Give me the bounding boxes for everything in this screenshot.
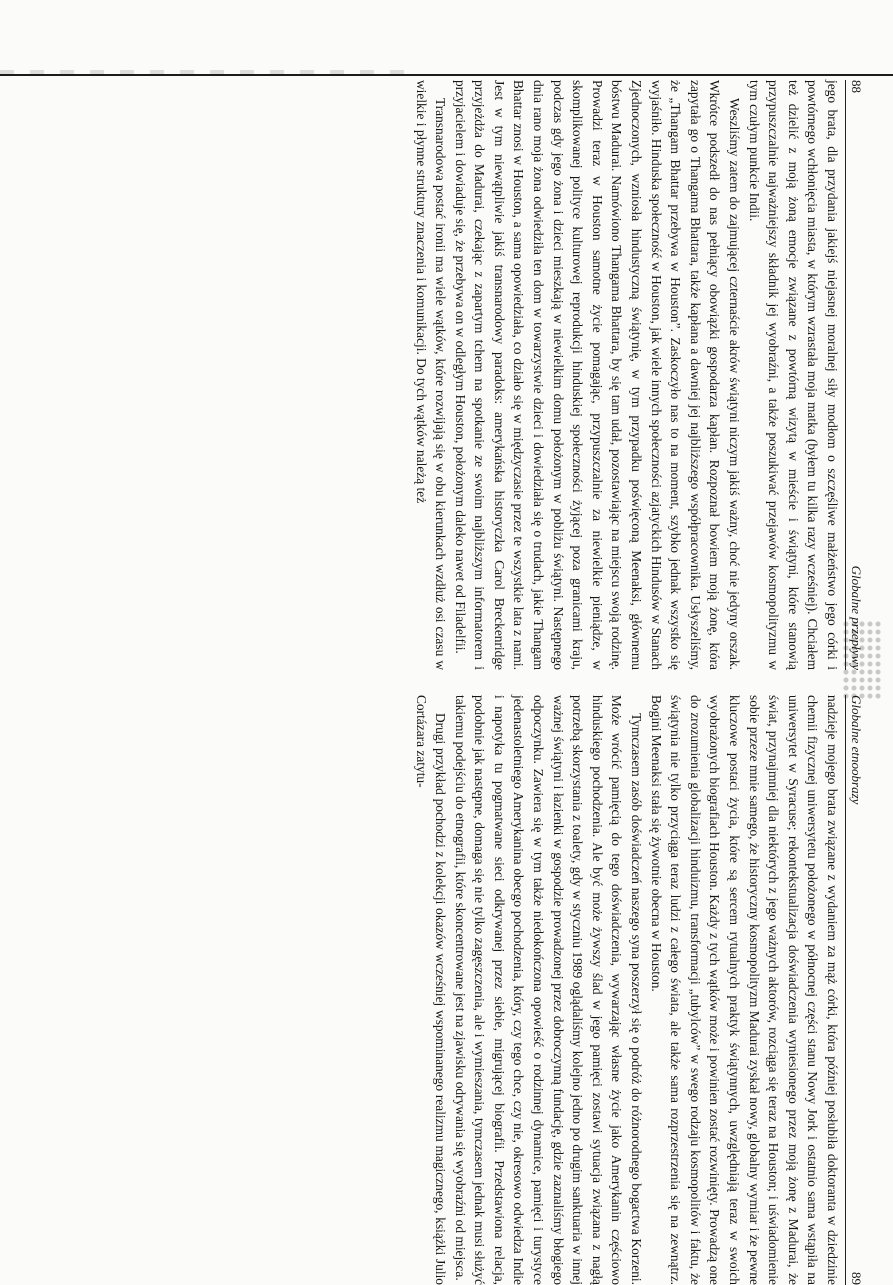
paragraph: Tymczasem zasób doświadczeń naszego syna poszerzył się o podróż do różnorodnego bogactwa Korzeni. Może wrócić pamięcią do tego doświadczenia, wywarzając własne życie jako Amerykanin częściowo hinduskiego pochodzenia. Ale być może żywszy ślad w jego pamięci zostawi sytuacja związana z nagłą potrzebą skorzystania z toalety, gdy w styczniu 1989 oglądaliśmy kolejno jedno po drugim sanktuaria w innej ważnej świątyni i łazienki w gospodzie prowadzonej przez dobroczynną fundację, gdzie zaznaliśmy błogiego odpoczynku. Zawiera się w tym także niedokończona opowieść o rodzinnej dynamice, pamięci i turystyce jedenastoletniego Amerykanina obecgo pochodzenia, który, czy tego chce, czy nie, okresowo odwiedza Indie i napotyka tu pogmatwane sieci odkrywanej przez siebie, migrującej biografii. Przedstawiona relacja, podobnie jak następne, domaga się nie tylko zagęszczenia, ale i wymieszania, tymczasem jednak musi służyć takiemu podejściu do etnografii, które skoncentrowane jest na zjawisku odrywania się wyobraźni od miejsca. <box>452 695 645 1285</box>
right-page <box>411 695 866 1285</box>
page-number: 88 <box>849 80 864 93</box>
paragraph: Drugi przykład pochodzi z kolekcji okazów wcześniej wspominanego realizmu magicznego, książki Julio Cortázara zatytu- <box>413 695 449 1285</box>
running-title: Globalne przepływy <box>849 565 864 670</box>
paragraph: Weszliśmy zatem do zajmującej czternaście akrów świątyni niczym jakiś ważny, choć nie jedyny orszak. Wkrótce podszedł do nas pełniący obowiązki gospodarza kapłan. Rozpoznał bowiem moją żonę, która zapytała go o Thangama Bhattara, także kapłana a dawniej jej najbliższego współpracownika. Usłyszeliśmy, że „Thangam Bhattar przebywa w Houston”. Zaskoczyło nas to na moment, szybko jednak wszystko się wyjaśniło. Hinduska społeczność w Houston, jak wiele innych społeczności azjatyckich Hindusów w Stanach Zjednoczonych, wzniosła hindustyczną świątynię, w tym przypadku poświęconą Meenaksi, głównemu bóstwu Madurai. Namówiono Thangama Bhattara, by się tam udał, pozostawiając na miejscu swoją rodzinę. Prowadzi teraz w Houston samotne życie pomagając, przypuszczalnie za niewielkie pieniądze, w skomplikowanej polityce kulturowej reprodukcji hinduskiej społeczności żyjącej poza granicami kraju, podczas gdy jego żona i dzieci mieszkają w niewielkim domu położonym w pobliżu świątyni. Następnego dnia rano moja żona odwiedziła ten dom w towarzystwie dzieci i dowiedziała się o trudach, jakie Thangam Bhattar znosi w Houston, a sama opowiedziała, co działo się w międzyczasie przez te wszystkie lata z nami. Jest w tym niewątpliwie jakiś transnarodowy paradoks: amerykańska historyczka Carol Breckenridge przyjeżdża do Madurai, czekając z zapartym tchem na spotkanie ze swoim najbliższym informatorem i przyjacielem i dowiaduje się, że przebywa on w odległym Houston, położonym daleko nawet od Filadelfii. <box>452 80 743 670</box>
running-title: Globalne etnoobrazy <box>849 695 864 805</box>
book-fold-edge <box>0 74 893 76</box>
paragraph: jego brata, dla przydania jakiejś niejasnej moralnej siły modłom o szczęśliwe małżeństwo jego córki i powtórnego wchłonięcia miasta, w którym wzrastała moja matka (byłem tu kilka razy wcześniej). Chciałem też dzielić z moją żoną emocje związane z powtórną wizytą w mieście i świątyni, które stanowią przypuszczalnie najważniejszy składnik jej wyobraźni, a także poszukiwać przejawów kosmopolityzmu w tym czułym punkcie Indii. <box>746 80 840 670</box>
paragraph: nadzieje mojego brata związane z wydaniem za mąż córki, która później posłubiła doktorantа w dziedzinie chemii fizycznej uniwersytetu położonego w północnej części stanu Nowy Jork i ostatnio sama wstąpiła na uniwersytet w Syracuse; rekontekstualizacja doświadczenia wyniesionego przez moją żonę z Madurai, że świat, przynajmniej dla niektórych z jego ważnych aktorów, rozciąga się teraz na Houston; i uświadomienie sobie przeze mnie samego, że historyczny kosmopolityzm Madurai zyskał nowy, globalny wymiar i że pewne kluczowe postaci życia, które są sercem rytualnych praktyk świątynnych, uwzględniają teraz w swoich wyobrażonych biografiach Houston. Każdy z tych wątków może i powinien zostać rozwinięty. Prowadzą one do zrozumienia globalizacji hinduizmu, transformacji „tubylców” w swego rodzaju kosmopolitów i faktu, że świątynia nie tylko przyciąga teraz ludzi z całego świata, ale także sama rozprzestrzenia się na zewnątrz. Bogini Meenaksi stała się żywotnie obecna w Houston. <box>648 695 840 1285</box>
paragraph: Transnarodowa postać ironii ma wiele wątków, które rozwijają się w obu kierunkach wzdłuż osi czasu w wielkie i płynne struktury znaczenia i komunikacji. Do tych wątków należą też <box>413 80 449 670</box>
page-number: 89 <box>849 1272 864 1285</box>
body-text <box>411 80 842 670</box>
body-text <box>411 695 842 1285</box>
running-head <box>845 80 866 670</box>
left-page <box>411 80 866 670</box>
running-head <box>845 695 866 1285</box>
